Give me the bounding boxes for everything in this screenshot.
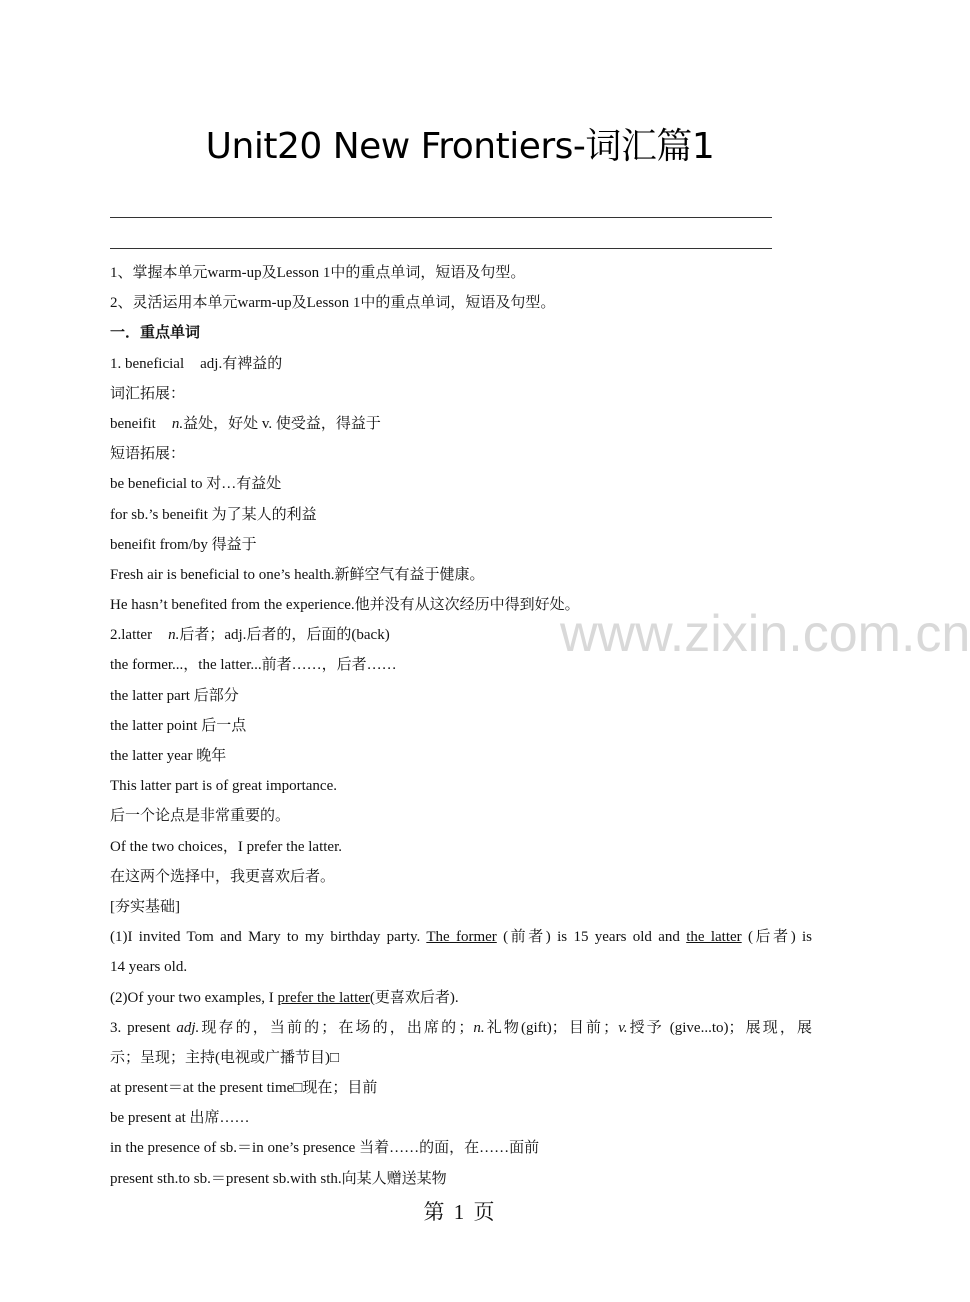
- drill-q2-text-b: (更喜欢后者).: [369, 989, 459, 1006]
- word-2-head: 2.latter: [110, 627, 153, 644]
- word-3-entry: [110, 1013, 812, 1043]
- vocab-ext-label: 词汇拓展：: [110, 385, 186, 402]
- example-2: He hasn’t benefited from the experience.他并没有从这次经历中得到好处。: [110, 597, 580, 614]
- word-1-pos: adj.有裨益的: [200, 355, 283, 372]
- word-2-def: 后者；adj.后者的，后面的(back): [179, 627, 390, 644]
- word-1-entry: [110, 349, 812, 379]
- word-3-def-cont: 示；呈现；主持(电视或广播节目)□: [110, 1049, 340, 1066]
- present-phrase-2: be present at 出席……: [110, 1110, 250, 1127]
- present-phrase-3: in the presence of sb.＝in one’s presence 当着……的面，在……面前: [110, 1140, 540, 1157]
- drill-q1-answer-2: the latter: [686, 929, 742, 946]
- phrase-3: beneifit from/by 得益于: [110, 536, 257, 553]
- word-2-pos: n.: [168, 627, 180, 644]
- drill-q1-text-a: (1)I invited Tom and Mary to my birthday party.: [110, 929, 427, 946]
- latter-line-1: the former...，the latter...前者……，后者……: [110, 657, 397, 674]
- latter-line-6: 后一个论点是非常重要的。: [110, 808, 291, 825]
- latter-line-7: Of the two choices，I prefer the latter.: [110, 838, 342, 855]
- latter-line-5: This latter part is of great importance.: [110, 778, 337, 795]
- answer-line-2: [110, 248, 772, 249]
- objective-2: 2、灵活运用本单元warm-up及Lesson 1中的重点单词，短语及句型。: [110, 295, 556, 312]
- watermark: www.zixin.com.cn: [560, 605, 970, 663]
- word-3-def-3: 授予 (give...to)；展现，展: [627, 1019, 812, 1036]
- section-heading: 一．重点单词: [110, 325, 201, 342]
- word-3-def-1: 现存的，当前的；在场的，出席的；: [199, 1019, 474, 1036]
- objective-1: 1、掌握本单元warm-up及Lesson 1中的重点单词，短语及句型。: [110, 265, 526, 281]
- phrase-1: be beneficial to 对…有益处: [110, 476, 282, 493]
- benefit-entry: [110, 409, 812, 439]
- drill-q1-text-b: (前者) is 15 years old and: [496, 929, 687, 946]
- benefit-def: 益处，好处 v. 使受益，得益于: [183, 415, 381, 432]
- phrase-2: for sb.’s beneifit 为了某人的利益: [110, 506, 317, 523]
- drill-q2-text-a: (2)Of your two examples, I: [110, 989, 278, 1006]
- word-3-head: 3. present: [110, 1019, 177, 1036]
- drill-q2-answer: prefer the latter: [277, 989, 370, 1006]
- drill-label: [夯实基础]: [110, 898, 180, 915]
- word-3-adj: adj.: [176, 1019, 200, 1036]
- drill-q1: [110, 922, 812, 952]
- latter-line-8: 在这两个选择中，我更喜欢后者。: [110, 868, 336, 885]
- word-3-v: v.: [618, 1019, 628, 1036]
- answer-line-1: [110, 217, 772, 218]
- document-body: [110, 258, 812, 1194]
- latter-line-3: the latter point 后一点: [110, 717, 247, 734]
- word-1-head: 1. beneficial: [110, 355, 185, 372]
- example-1: Fresh air is beneficial to one’s health.新鲜空气有益于健康。: [110, 566, 485, 583]
- word-3-def-2: 礼物(gift)；目前；: [484, 1019, 619, 1036]
- word-2-entry: [110, 620, 812, 650]
- drill-q1-answer-1: The former: [426, 929, 497, 946]
- drill-q1-cont: 14 years old.: [110, 959, 188, 976]
- benefit-pos: n.: [171, 415, 184, 432]
- phrase-ext-label: 短语拓展：: [110, 446, 186, 463]
- word-3-n: n.: [473, 1019, 485, 1036]
- present-phrase-4: present sth.to sb.＝present sb.with sth.向某人赠送某物: [110, 1170, 447, 1187]
- document-title: Unit20 New Frontiers-词汇篇1: [205, 126, 715, 167]
- drill-q2: [110, 983, 812, 1013]
- drill-q1-text-c: (后者) is: [741, 929, 813, 946]
- latter-line-2: the latter part 后部分: [110, 687, 239, 704]
- present-phrase-1: at present＝at the present time□现在；目前: [110, 1080, 378, 1097]
- page-number: 第 1 页: [423, 1200, 497, 1224]
- benefit-word: beneifit: [110, 415, 156, 432]
- latter-line-4: the latter year 晚年: [110, 748, 227, 764]
